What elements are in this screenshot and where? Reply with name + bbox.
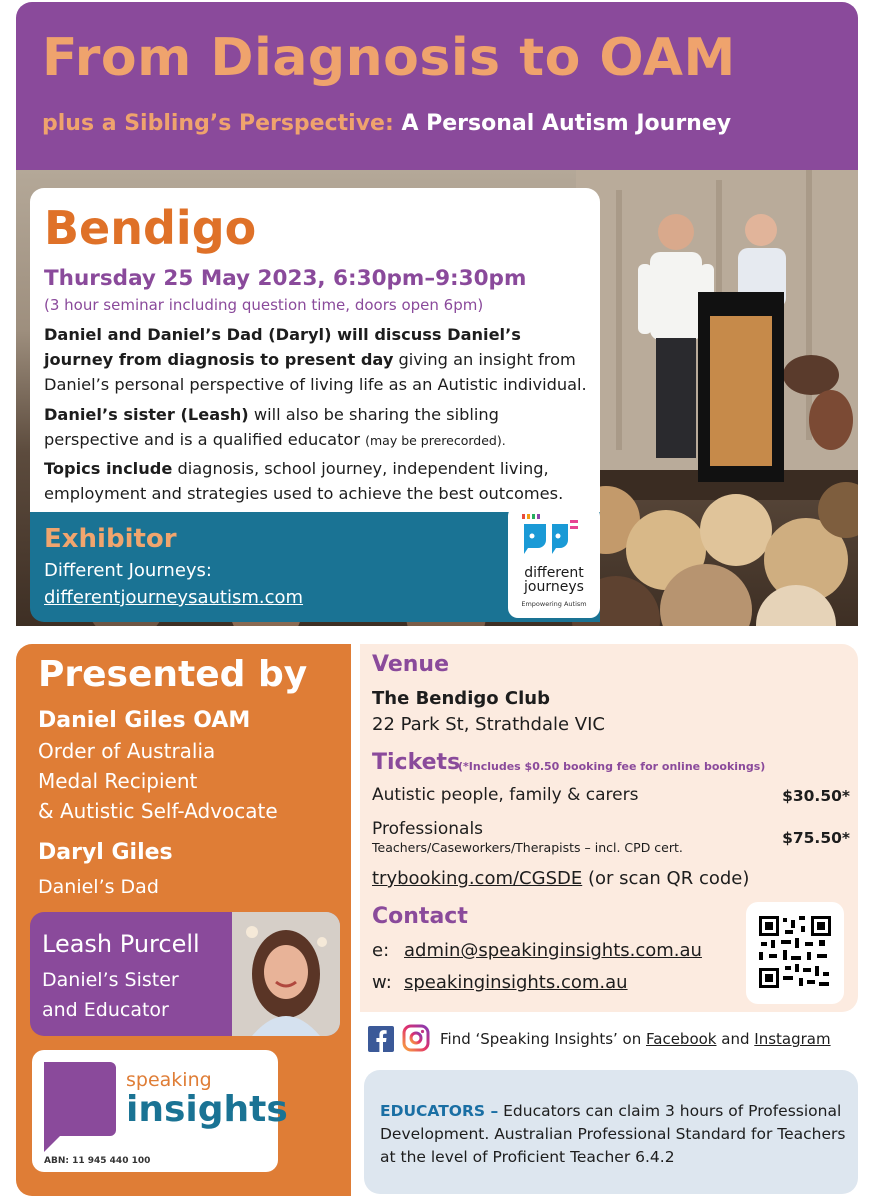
page-subtitle [42, 108, 842, 140]
presenter-1-role-line3: & Autistic Self-Advocate [38, 799, 278, 823]
venue-address: 22 Park St, Strathdale VIC [372, 714, 605, 735]
presenter-2-role: Daniel’s Dad [38, 876, 159, 898]
email-link[interactable]: admin@speakinginsights.com.au [404, 940, 702, 961]
presenters-title: Presented by [38, 654, 308, 695]
qr-code[interactable] [746, 902, 844, 1004]
subtitle-part2: A Personal Autism Journey [401, 111, 732, 136]
contact-web-row [372, 970, 628, 996]
description-2-rest: will also be sharing the sibling perspective and is a qualified educator [44, 405, 499, 449]
event-datetime: Thursday 25 May 2023, 6:30pm–9:30pm [44, 266, 527, 291]
event-note: (3 hour seminar including question time, doors open 6pm) [44, 296, 484, 314]
social-and: and [716, 1030, 755, 1048]
ticket-row-1-label: Autistic people, family & carers [372, 785, 639, 805]
different-journeys-wordmark [512, 566, 596, 594]
presenter-3-role-line1: Daniel’s Sister [42, 969, 179, 991]
presenter-1-name: Daniel Giles OAM [38, 708, 251, 733]
ticket-row-1-price: $30.50* [782, 787, 850, 805]
contact-title: Contact [372, 904, 468, 929]
presenter-3-role-line2: and Educator [42, 999, 169, 1021]
different-journeys-logo-icon [508, 506, 600, 566]
description-1-bold: Daniel and Daniel’s Dad (Daryl) will discuss Daniel’s journey from diagnosis to present day [44, 325, 521, 369]
exhibitor-link[interactable]: differentjourneysautism.com [44, 587, 304, 608]
logo-word-2: journeys [524, 579, 584, 595]
description-paragraph-1 [44, 322, 594, 397]
presenter-3-photo [232, 912, 340, 1036]
brand-insights: insights [126, 1089, 288, 1130]
exhibitor-name: Different Journeys: [44, 560, 212, 581]
tickets-title: Tickets [372, 750, 461, 775]
ticket-booking-link[interactable]: trybooking.com/CGSDE [372, 868, 583, 889]
logo-word-1: different [524, 565, 584, 581]
description-2-bold: Daniel’s sister (Leash) [44, 405, 249, 424]
educators-code: 6.4.2 [635, 1148, 675, 1166]
venue-title: Venue [372, 652, 449, 677]
description-1-rest: giving an insight from Daniel’s personal perspective of living life as an Autistic individual. [44, 350, 587, 394]
presenter-2-name: Daryl Giles [38, 840, 173, 865]
social-prefix: Find ‘Speaking Insights’ on [440, 1030, 647, 1048]
page-title: From Diagnosis to OAM [42, 28, 736, 88]
ticket-row-2-sub: Teachers/Caseworkers/Therapists – incl. CPD cert. [372, 840, 683, 855]
description-paragraph-3 [44, 456, 594, 506]
exhibitor-title: Exhibitor [44, 524, 177, 554]
web-label: w: [372, 972, 392, 993]
portrait-illustration [232, 912, 340, 1036]
description-3-rest: diagnosis, school journey, independent living, employment and strategies used to achieve the best outcomes. [44, 459, 564, 503]
presenter-1-role-line1: Order of Australia [38, 739, 216, 763]
social-text [440, 1028, 831, 1050]
educators-lead: EDUCATORS – [380, 1102, 499, 1120]
brand-abn: ABN: 11 945 440 100 [44, 1156, 151, 1166]
presenter-1-role-line2: Medal Recipient [38, 769, 198, 793]
facebook-icon[interactable] [368, 1026, 394, 1052]
venue-name: The Bendigo Club [372, 688, 550, 709]
different-journeys-tagline: Empowering Autism [521, 600, 587, 608]
presenter-3-name: Leash Purcell [42, 930, 200, 958]
educators-text [380, 1100, 850, 1169]
ticket-booking-suffix: (or scan QR code) [582, 868, 750, 889]
contact-email-row [372, 938, 702, 964]
brand-speaking: speaking [126, 1069, 212, 1091]
ticket-booking-line [372, 866, 749, 892]
qr-code-icon [746, 902, 844, 1004]
ticket-row-2-price: $75.50* [782, 829, 850, 847]
subtitle-part1: plus a Sibling’s Perspective: [42, 111, 394, 136]
educators-body: Educators can claim 3 hours of Professional Development. Australian Professional Standard for Teachers at the level of Proficient Teacher [380, 1102, 846, 1166]
instagram-icon[interactable] [402, 1024, 430, 1052]
email-label: e: [372, 940, 390, 961]
instagram-link[interactable]: Instagram [754, 1030, 831, 1048]
description-2-small: (may be prerecorded). [365, 433, 506, 448]
ticket-row-2-label: Professionals [372, 819, 484, 839]
event-city: Bendigo [44, 201, 257, 255]
description-paragraph-2 [44, 402, 594, 453]
facebook-link[interactable]: Facebook [646, 1030, 717, 1048]
description-3-bold: Topics include [44, 459, 173, 478]
tickets-note: (*Includes $0.50 booking fee for online bookings) [458, 760, 766, 773]
web-link[interactable]: speakinginsights.com.au [404, 972, 628, 993]
